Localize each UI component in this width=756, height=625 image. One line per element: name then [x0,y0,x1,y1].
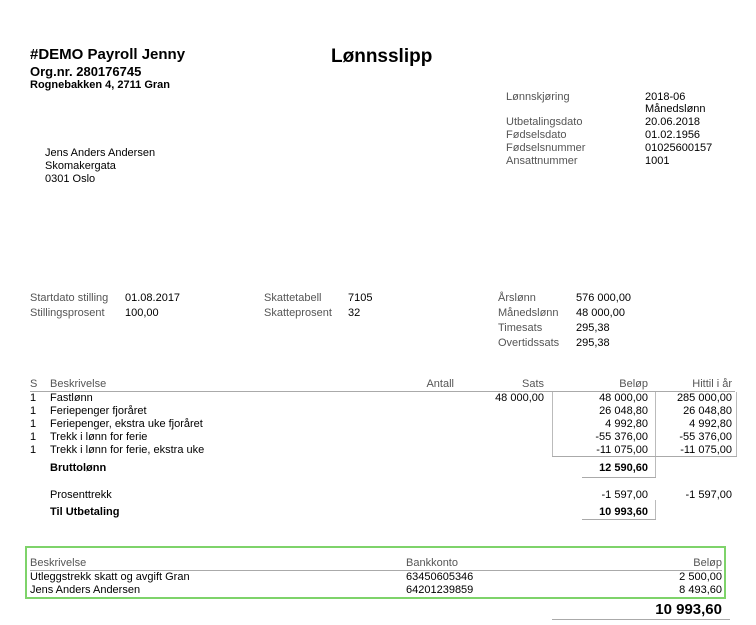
detail-label: Startdato stilling [30,292,109,304]
rows-bottom-line [552,456,737,457]
gross-label: Bruttolønn [50,462,107,474]
detail-label: Månedslønn [498,307,559,319]
info-value: Månedslønn [645,103,706,115]
employee-street: Skomakergata [45,160,116,172]
pay-header-amount: Beløp [693,557,722,569]
column-separator [552,392,553,457]
info-label: Lønnskjøring [506,91,570,103]
detail-label: Skattetabell [264,292,322,304]
row-amount: 48 000,00 [599,392,648,404]
pay-row-amount: 8 493,60 [679,584,722,596]
col-header-rate: Sats [521,378,544,390]
net-amount: 10 993,60 [599,506,648,518]
tax-ytd: -1 597,00 [685,489,732,501]
col-header-description: Beskrivelse [50,378,107,390]
info-label: Ansattnummer [506,155,578,167]
tax-label: Prosenttrekk [50,489,112,501]
tax-amount: -1 597,00 [601,489,648,501]
total-underline [552,619,730,620]
row-description: Feriepenger, ekstra uke fjoråret [50,418,203,430]
row-amount: -11 075,00 [596,444,648,456]
col-header-s: S [30,378,38,390]
row-description: Feriepenger fjoråret [50,405,147,417]
row-ytd: 4 992,80 [689,418,732,430]
pay-row-account: 64201239859 [406,584,474,596]
row-s: 1 [30,405,37,417]
gross-amount: 12 590,60 [599,462,648,474]
detail-label: Timesats [498,322,543,334]
column-separator [655,500,656,520]
row-amount: 4 992,80 [605,418,648,430]
net-underline [582,519,656,520]
info-value: 20.06.2018 [645,116,701,128]
employee-name: Jens Anders Andersen [45,147,156,159]
detail-value: 576 000,00 [576,292,632,304]
info-label: Fødselsnummer [506,142,586,154]
column-separator [736,392,737,457]
detail-label: Overtidssats [498,337,560,349]
company-address: Rognebakken 4, 2711 Gran [30,79,171,91]
detail-value: 295,38 [576,337,610,349]
info-value: 1001 [645,155,670,167]
row-s: 1 [30,431,37,443]
row-amount: -55 376,00 [595,431,648,443]
detail-value: 295,38 [576,322,610,334]
row-s: 1 [30,392,37,404]
payments-total: 10 993,60 [655,601,722,618]
detail-value: 32 [348,307,361,319]
row-description: Trekk i lønn for ferie [50,431,148,443]
info-value: 2018-06 [645,91,686,103]
detail-value: 100,00 [125,307,159,319]
company-name: #DEMO Payroll Jenny [30,46,186,63]
info-label: Utbetalingsdato [506,116,583,128]
detail-value: 7105 [348,292,373,304]
detail-value: 01.08.2017 [125,292,181,304]
gross-underline [582,477,656,478]
row-ytd: -55 376,00 [679,431,732,443]
col-header-quantity: Antall [426,378,454,390]
info-value: 01025600157 [645,142,713,154]
row-rate: 48 000,00 [495,392,544,404]
pay-row-description: Jens Anders Andersen [30,584,141,596]
row-s: 1 [30,418,37,430]
detail-label: Stillingsprosent [30,307,105,319]
row-s: 1 [30,444,37,456]
detail-label: Skatteprosent [264,307,332,319]
col-header-amount: Beløp [619,378,648,390]
row-description: Trekk i lønn for ferie, ekstra uke [50,444,205,456]
pay-row-amount: 2 500,00 [679,571,722,583]
row-description: Fastlønn [50,392,93,404]
pay-row-account: 63450605346 [406,571,474,583]
info-label: Fødselsdato [506,129,567,141]
info-value: 01.02.1956 [645,129,701,141]
pay-header-account: Bankkonto [406,557,458,569]
company-org-number: Org.nr. 280176745 [30,64,142,79]
employee-city: 0301 Oslo [45,173,96,185]
row-ytd: 26 048,80 [683,405,732,417]
row-amount: 26 048,80 [599,405,648,417]
row-ytd: -11 075,00 [680,444,732,456]
column-separator [655,392,656,478]
detail-label: Årslønn [498,292,536,304]
row-ytd: 285 000,00 [676,392,732,404]
document-title: Lønnsslipp [331,46,433,67]
pay-row-description: Utleggstrekk skatt og avgift Gran [30,571,190,583]
detail-value: 48 000,00 [576,307,625,319]
pay-header-description: Beskrivelse [30,557,87,569]
net-label: Til Utbetaling [50,506,120,518]
col-header-ytd: Hittil i år [692,378,732,390]
